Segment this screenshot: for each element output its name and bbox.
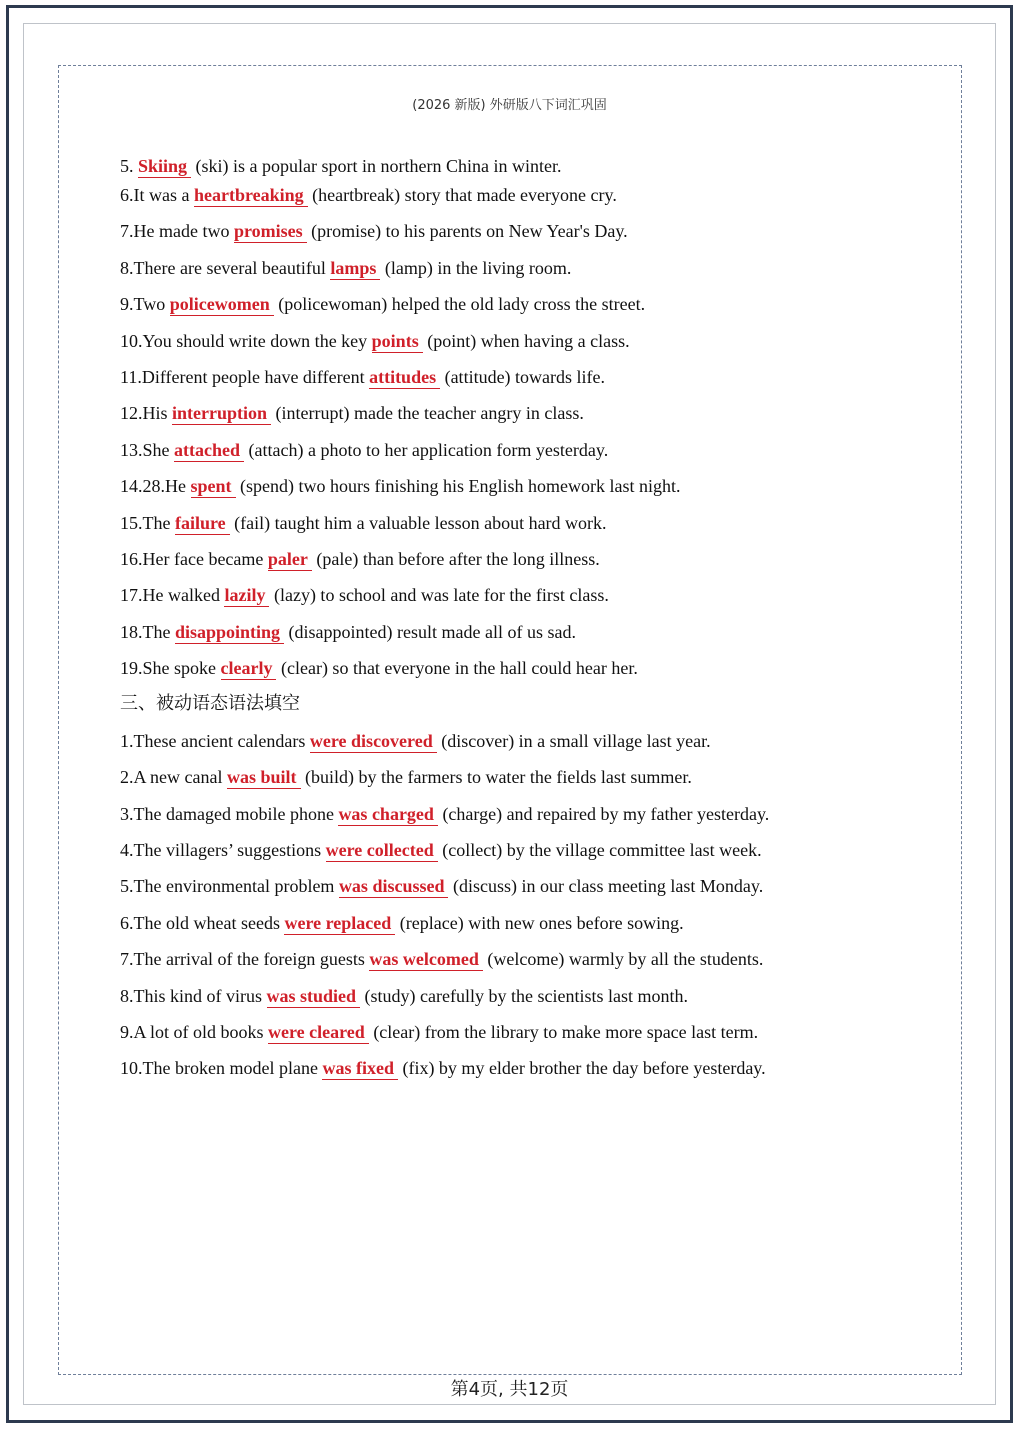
question-prefix: 5.The environmental problem (120, 876, 339, 897)
exercise-item (120, 800, 960, 836)
exercise-item (120, 327, 960, 363)
answer-blank: was charged (338, 803, 438, 826)
answer-blank: failure (175, 512, 230, 535)
answer-blank: clearly (221, 657, 277, 680)
answer-blank: was welcomed (369, 948, 482, 971)
answer-blank: paler (268, 548, 312, 571)
question-suffix: (clear) so that everyone in the hall could hear her. (276, 658, 638, 679)
answer-blank: were collected (326, 839, 438, 862)
answer-blank: were cleared (268, 1021, 369, 1044)
exercise-item (120, 727, 960, 763)
question-suffix: (policewoman) helped the old lady cross the street. (273, 294, 646, 315)
exercise-item (120, 290, 960, 326)
question-suffix: (charge) and repaired by my father yesterday. (437, 803, 770, 824)
exercise-item (120, 909, 960, 945)
word-form-exercises (120, 152, 960, 690)
exercise-item (120, 509, 960, 545)
question-prefix: 3.The damaged mobile phone (120, 803, 339, 824)
answer-blank: Skiing (138, 155, 191, 178)
question-prefix: 7.The arrival of the foreign guests (120, 949, 370, 970)
question-prefix: 19.She spoke (120, 658, 221, 679)
page-number: 第4页, 共12页 (450, 1379, 569, 1400)
page-header: (2026 新版) 外研版八下词汇巩固 (412, 98, 607, 113)
answer-blank: lamps (330, 257, 380, 280)
question-suffix: (point) when having a class. (422, 330, 630, 351)
passive-voice-exercises (120, 727, 960, 1091)
question-suffix: (attitude) towards life. (440, 366, 606, 387)
exercise-item (120, 763, 960, 799)
exercise-item (120, 872, 960, 908)
question-prefix: 10.You should write down the key (120, 330, 372, 351)
question-prefix: 4.The villagers’ suggestions (120, 840, 326, 861)
exercise-item (120, 836, 960, 872)
question-prefix: 6.The old wheat seeds (120, 912, 285, 933)
question-suffix: (heartbreak) story that made everyone cry. (307, 185, 617, 205)
exercise-item (120, 181, 960, 217)
question-suffix: (collect) by the village committee last week. (437, 840, 762, 861)
answer-blank: was built (227, 766, 301, 789)
exercise-item (120, 399, 960, 435)
question-suffix: (fail) taught him a valuable lesson about hard work. (229, 512, 607, 533)
question-suffix: (study) carefully by the scientists last month. (360, 985, 688, 1006)
answer-blank: were replaced (284, 912, 395, 935)
question-prefix: 6.It was a (120, 185, 194, 205)
exercise-item (120, 982, 960, 1018)
question-suffix: (replace) with new ones before sowing. (395, 912, 684, 933)
question-suffix: (spend) two hours finishing his English homework last night. (235, 476, 681, 497)
exercise-item (120, 472, 960, 508)
question-prefix: 16.Her face became (120, 548, 268, 569)
question-prefix: 1.These ancient calendars (120, 730, 310, 751)
question-suffix: (lamp) in the living room. (380, 257, 572, 278)
exercise-item (120, 545, 960, 581)
exercise-item (120, 254, 960, 290)
question-prefix: 9.Two (120, 294, 170, 315)
worksheet-content (120, 152, 960, 1091)
answer-blank: attitudes (369, 366, 440, 389)
question-prefix: 5. (120, 156, 138, 176)
question-prefix: 17.He walked (120, 585, 225, 606)
exercise-item (120, 618, 960, 654)
question-suffix: (build) by the farmers to water the fields last summer. (300, 767, 692, 788)
answer-blank: lazily (224, 584, 269, 607)
question-prefix: 18.The (120, 621, 175, 642)
question-prefix: 14.28.He (120, 476, 191, 497)
answer-blank: interruption (172, 402, 271, 425)
question-prefix: 8.This kind of virus (120, 985, 267, 1006)
section-title-passive-voice: 三、被动语态语法填空 (120, 693, 300, 715)
question-suffix: (disappointed) result made all of us sad. (284, 621, 576, 642)
question-prefix: 11.Different people have different (120, 366, 370, 387)
answer-blank: points (372, 330, 423, 353)
question-prefix: 2.A new canal (120, 767, 227, 788)
question-suffix: (welcome) warmly by all the students. (482, 949, 764, 970)
exercise-item (120, 1018, 960, 1054)
question-suffix: (discuss) in our class meeting last Monday. (448, 876, 764, 897)
question-suffix: (fix) by my elder brother the day before yesterday. (397, 1058, 766, 1079)
question-prefix: 7.He made two (120, 221, 234, 242)
question-suffix: (discover) in a small village last year. (436, 730, 711, 751)
question-prefix: 13.She (120, 439, 174, 460)
question-prefix: 8.There are several beautiful (120, 257, 331, 278)
question-prefix: 12.His (120, 403, 173, 424)
answer-blank: attached (174, 439, 244, 462)
question-suffix: (lazy) to school and was late for the first class. (269, 585, 609, 606)
answer-blank: was studied (267, 985, 361, 1008)
question-prefix: 15.The (120, 512, 175, 533)
question-prefix: 10.The broken model plane (120, 1058, 323, 1079)
answer-blank: disappointing (175, 621, 284, 644)
question-suffix: (interrupt) made the teacher angry in class. (271, 403, 584, 424)
exercise-item (120, 363, 960, 399)
question-suffix: (clear) from the library to make more space last term. (368, 1021, 759, 1042)
answer-blank: promises (234, 220, 307, 243)
question-suffix: (promise) to his parents on New Year's Day. (306, 221, 628, 242)
exercise-item (120, 436, 960, 472)
question-suffix: (pale) than before after the long illness. (311, 548, 600, 569)
exercise-item (120, 581, 960, 617)
exercise-item (120, 945, 960, 981)
question-suffix: (ski) is a popular sport in northern China in winter. (191, 156, 562, 176)
answer-blank: policewomen (170, 293, 274, 316)
answer-blank: were discovered (310, 730, 437, 753)
exercise-item (120, 217, 960, 253)
answer-blank: was fixed (322, 1057, 398, 1080)
exercise-item (120, 1054, 960, 1090)
answer-blank: spent (191, 475, 236, 498)
answer-blank: heartbreaking (194, 184, 308, 207)
exercise-item (120, 654, 960, 690)
exercise-item (120, 152, 960, 181)
answer-blank: was discussed (339, 875, 449, 898)
question-suffix: (attach) a photo to her application form yesterday. (244, 439, 609, 460)
question-prefix: 9.A lot of old books (120, 1021, 269, 1042)
